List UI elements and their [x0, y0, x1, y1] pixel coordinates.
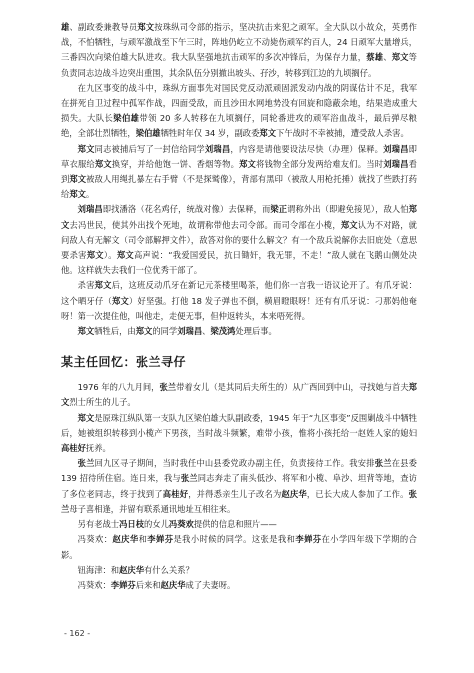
section-paragraph: [61, 532, 417, 562]
name-emphasis: 李婵芬: [147, 534, 174, 545]
name-emphasis: 郑文: [69, 189, 86, 200]
name-emphasis: 赵庆华: [119, 564, 144, 575]
name-emphasis: 赵庆华: [281, 488, 307, 499]
text-run: 牺牲时年仅 34 岁，副政委: [160, 128, 260, 139]
text-run: 换穿，并给他饱一饼、香烟等物。: [111, 158, 240, 169]
name-emphasis: 李婵芬: [110, 579, 136, 590]
name-emphasis: 郑文: [94, 158, 112, 169]
text-run: 牺牲后，由: [94, 326, 136, 337]
section-heading: 某主任回忆：张兰寻仔: [61, 355, 187, 370]
name-emphasis: 郑文: [116, 250, 134, 261]
text-run: 烈士所生的儿子。: [69, 397, 136, 408]
text-run: 下午战时不幸被捕，遭受敌人杀害。: [276, 128, 409, 139]
section-text: [61, 380, 417, 593]
name-emphasis: 郑文: [259, 128, 277, 139]
name-emphasis: 刘瑞昌: [383, 143, 409, 154]
text-run: 即草衣服给: [61, 143, 417, 169]
text-run: ，内容是请他要设法尽快（办理）保释。: [230, 143, 384, 154]
text-run: 、: [202, 326, 211, 337]
body-paragraph: [61, 142, 417, 203]
text-run: 是我小时候的同学。这张是我和: [173, 534, 296, 545]
text-run: 按珠纵司令部的指示，坚决抗击来犯之顽军。全大队以小故众，英勇作战，不怕牺牲，与顽军激战至下午三时，阵地仍屹立不动毙伤顽军约百人，24 日顽军大量增兵，三番四次向梁伯雄大队进攻。我大队坚强地抗击顽军的多次冲锋后，为保存力量，: [61, 22, 417, 63]
name-emphasis: 赵庆华: [112, 534, 139, 545]
section-paragraph: [61, 411, 417, 457]
name-emphasis: 刘瑞昌: [204, 143, 231, 154]
section-paragraph: [61, 380, 417, 410]
body-paragraph: [61, 20, 417, 81]
name-emphasis: 梁伯雄: [135, 128, 161, 139]
name-emphasis: 李婵芬: [295, 534, 322, 545]
text-run: 看到: [61, 158, 417, 185]
text-run: 同志奔走了南头低沙、将军和小榄、阜沙、坦背等地，查访了多位老同志，终于找到了: [61, 473, 417, 499]
text-run: 认为不对路，就问敌人有无解文（司令部解押文件），敌答对你的要什么解文？有一个敌兵说解你去旧庇处（意思要杀害: [61, 219, 417, 261]
text-run: 后来和: [135, 579, 161, 590]
text-run: 冯葵欢：: [77, 534, 113, 545]
body-paragraph: [61, 81, 417, 142]
text-run: 被敌人用绳扎暴左右手臂（不是探鹫像），背部有黑印（被敌人用枪托捶）就找了些跌打药给: [61, 174, 417, 200]
name-emphasis: 张兰: [77, 458, 95, 469]
page-body: [61, 20, 417, 593]
text-run: ）。: [103, 250, 117, 261]
text-run: ，并得悉亲生儿子改名为: [188, 488, 282, 499]
name-emphasis: 郑文: [77, 412, 95, 423]
name-emphasis: 郑文: [61, 382, 417, 408]
name-emphasis: 梁伯雄: [113, 113, 140, 124]
name-emphasis: 郑文: [86, 250, 104, 261]
text-run: 、: [383, 52, 392, 63]
name-emphasis: 郑文: [77, 326, 95, 337]
name-emphasis: 郑文: [69, 174, 87, 185]
name-emphasis: 刘瑞昌: [177, 326, 203, 337]
text-run: 1976 年的八九月间，: [77, 382, 160, 393]
name-emphasis: 雄: [61, 22, 70, 32]
text-run: 有什么关系？: [144, 564, 194, 575]
text-run: 处理后事。: [235, 326, 277, 337]
name-emphasis: 刘瑞昌: [383, 158, 409, 169]
text-run: 杀害: [77, 280, 95, 291]
article-top-text: [61, 20, 417, 339]
text-run: 谓称外出（即避免接见），敌人怕: [287, 204, 409, 215]
text-run: 和: [138, 534, 148, 545]
text-run: 去冯世民，使其外出找个死地，故谓称带他去司令部。而司令部在小榄，: [69, 219, 341, 230]
section-paragraph: [61, 563, 417, 578]
name-emphasis: 郑文: [61, 204, 417, 230]
text-run: 后，这班反动爪牙在新记元茶楼里喝茶，他们你一言我一语议论开了。有爪牙说：这个晒牙仔（: [61, 280, 417, 306]
name-emphasis: 冯日枝: [119, 519, 144, 530]
text-run: 。: [85, 189, 95, 200]
text-run: 冯葵欢：: [77, 579, 111, 590]
name-emphasis: 梁正: [270, 204, 288, 215]
body-paragraph: [61, 202, 417, 278]
name-emphasis: 郑文: [77, 143, 95, 154]
text-run: 成了夫妻呀。: [185, 579, 236, 590]
text-run: 的女儿: [144, 519, 169, 530]
text-run: 在县委 139 招待所住宿。连日来，我与: [61, 458, 417, 484]
body-paragraph: [61, 324, 417, 339]
section-paragraph: [61, 578, 417, 593]
text-run: 钮海津：和: [77, 564, 120, 575]
name-emphasis: 赵庆华: [160, 579, 186, 590]
name-emphasis: 郑文: [94, 280, 112, 291]
text-run: 高声说：“我爱国爱民，抗日锄奸，我无罪，不走！”敌人就在飞鹅山侧处决他。这样就失去我们一位优秀干部了。: [61, 250, 417, 276]
name-emphasis: 郑文: [112, 295, 129, 306]
text-run: 、副政委兼教导员: [69, 22, 138, 32]
text-run: ）好坚强。打他 18 发子弹也不倒，横眉瞪眼呀！还有有爪牙说：刁那妈他奄呀！第一次提住他，叫他走，走便无事，但仲返转头，本来唔死得。: [61, 295, 417, 321]
name-emphasis: 郑文: [135, 326, 153, 337]
name-emphasis: 蔡雄: [366, 52, 384, 63]
name-emphasis: 郑文: [340, 219, 358, 230]
name-emphasis: 高桂好: [162, 488, 189, 499]
name-emphasis: 高桂好: [61, 443, 86, 454]
name-emphasis: 梁茂鸿: [210, 326, 236, 337]
text-run: 将钱物全部分发两给难友们。当时: [256, 158, 384, 169]
text-run: 是原珠江纵队第一支队九区梁伯雄大队副政委，1945 年于“九区事变”反围剿战斗中牺牲后，她被组织转移到小榄产下男孩，当时战斗频繁，难带小孩，惟将小孩托给一赵姓人家的媳妇: [61, 412, 417, 438]
text-run: 在小学四年级下学期的合影。: [61, 534, 417, 560]
name-emphasis: 张兰: [61, 488, 417, 514]
text-run: 带领 20 多人转移在九顷搁仔，同轮番进攻的顽军浴血战斗，最后弹尽粮绝，全部壮烈牺牲，: [61, 113, 417, 139]
text-run: 提供的信息和照片——: [193, 519, 277, 530]
name-emphasis: 张兰: [180, 473, 198, 484]
name-emphasis: 冯葵欢: [168, 519, 194, 530]
name-emphasis: 刘瑞昌: [77, 204, 103, 215]
text-run: 另有老战士: [77, 519, 120, 530]
text-run: 等负责同志边战斗边突出重围，其余队伍分别撤出坡头、孖沙，转移到江边的九顷搁仔。: [61, 52, 417, 78]
text-run: 的同学: [152, 326, 178, 337]
body-paragraph: [61, 278, 417, 324]
name-emphasis: 郑文: [239, 158, 257, 169]
text-run: 即找潘洛（花名鸡仔，统战对像）去保释，而: [102, 204, 271, 215]
text-run: 同志被捕后写了一封信给同学: [94, 143, 205, 154]
text-run: ，已长大成人参加了工作。: [306, 488, 409, 499]
text-run: 母子喜相逢，并留有联系通讯地址互相往来。: [69, 503, 236, 514]
name-emphasis: 郑文: [391, 52, 409, 63]
text-run: 抚养。: [85, 443, 111, 454]
name-emphasis: 张兰: [374, 458, 392, 469]
text-run: 回九区寻子期间，当时我任中山县委党政办副主任，负责接待工作。我安排: [94, 458, 375, 469]
page-number: - 162 -: [64, 629, 91, 638]
section-paragraph: [61, 517, 417, 532]
text-run: 在九区事变的战斗中，珠纵方面事先对国民党反动派顽固派发动内战的阴谋估计不足，我军在拼死自卫过程中孤军作战，四面受敌，而且沙田水网地势没有回旋和隐蔽余地，结果造成重大损失。大队长: [61, 82, 417, 124]
name-emphasis: 郑文: [137, 22, 155, 32]
text-run: 带着女儿（是其同后夫所生的）从广西回到中山，寻找她与首夫: [176, 382, 409, 393]
section-paragraph: [61, 456, 417, 517]
name-emphasis: 张兰: [159, 382, 177, 393]
